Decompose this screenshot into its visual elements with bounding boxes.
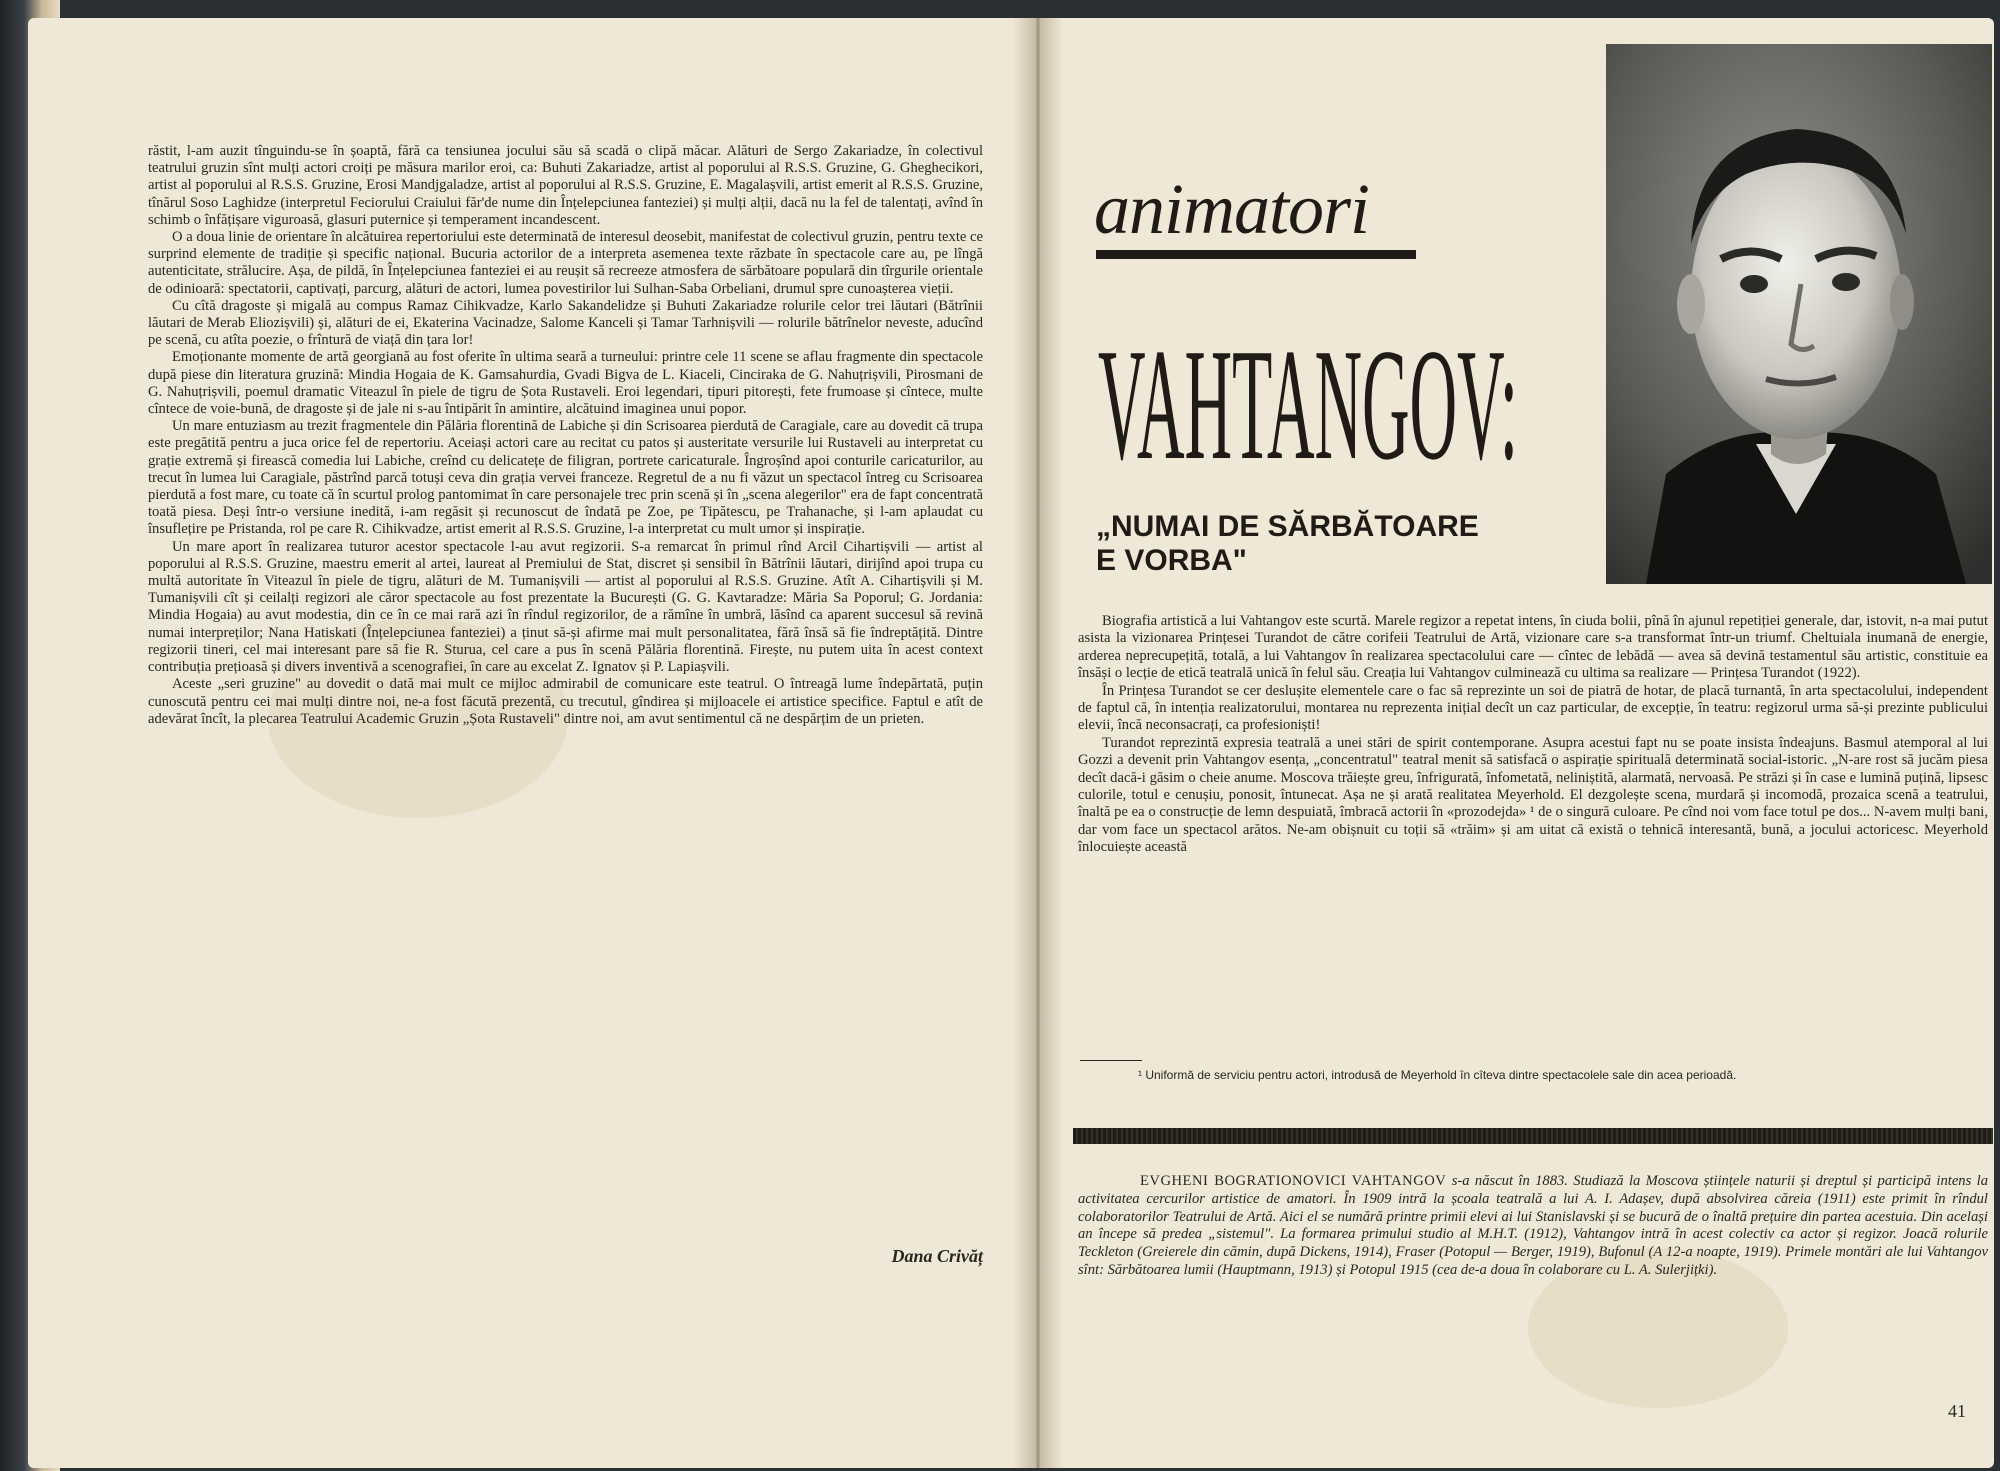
footnote-divider — [1080, 1060, 1142, 1061]
vahtangov-portrait-photo — [1606, 44, 1992, 584]
decorative-band — [1073, 1128, 1993, 1144]
biography-name: EVGHENI BOGRATIONOVICI VAHTANGOV — [1140, 1173, 1447, 1189]
paragraph: Un mare aport în realizarea tuturor acestor spectacole l-au avut regizorii. S-a remarcat în primul rînd Arcil Cihartișvili — artist al poporului al R.S.S. Gruzine, maestru emerit al artei, laureat al Premiului de Stat, discret și sensibil în Bătrînii lăutari, dirijînd apoi trupa cu multă autoritate în Viteazul în piele de tigru, alături de M. Tumanișvili — artist al poporului al R.S.S. Gruzine. Atît A. Cihartișvili și M. Tumanișvili cît și ceilalți regizori ale căror spectacole au fost prezentate la București (G. G. Kavtaradze: Măria Sa Poporul; G. Jordania: Mindia Hogaia) au avut modestia, din ce în ce mai rară azi în rîndul regizorilor, de a rămîne în umbră, lăsînd ca aparent succesul să revină numai interpreților; Nana Hatiskati (Înțelepciunea fanteziei) a ținut să-și afirme mai mult personalitatea, fără însă să fie îndreptățită. Dintre regizorii tineri, cel mai interesant pare să fie R. Sturua, cel care a pus în scenă Pălăria florentină. Firește, nu putem uita în acest context contribuția prețioasă și divers inventivă a scenografiei, în care au excelat Z. Ignatov și P. Lapiașvili. — [148, 538, 983, 676]
article-title-text: VAHTANGOV: — [1098, 315, 1518, 478]
biography-paragraph — [1078, 1173, 1988, 1280]
magazine-spread — [28, 18, 1994, 1468]
paragraph: Aceste „seri gruzine" au dovedit o dată mai mult ce mijloc admirabil de comunicare este teatrul. O întreagă lume îndepărtată, puțin cunoscută pentru cei mai mulți dintre noi, ne-a fost făcută prezentă, cu trecutul, gîndirea și mijloacele ei artistice specifice. Faptul e atît de adevărat încît, la plecarea Teatrului Academic Gruzin „Șota Rustaveli" dintre noi, am avut sentimentul că ne despărțim de un prieten. — [148, 676, 983, 727]
footnote — [1078, 1068, 1988, 1082]
page-number: 41 — [1948, 1401, 1966, 1421]
paragraph: Cu cîtă dragoste și migală au compus Ramaz Cihikvadze, Karlo Sakandelidze și Buhuti Zakariadze rolurile celor trei lăutari (Bătrînii lăutari de Merab Eliozișvili) și, alături de ei, Ekaterina Vacinadze, Salome Kanceli și Tamar Tarhnișvili — rolurile bătrînelor neveste, aducînd pe scenă, cu atîta poezie, o frîntură de viață din țara lor! — [148, 297, 983, 349]
footnote-text: ¹ Uniformă de serviciu pentru actori, introdusă de Meyerhold în cîteva dintre spectacolele sale din acea perioadă. — [1138, 1068, 1737, 1082]
title-rule — [1096, 250, 1416, 259]
paragraph: Un mare entuziasm au trezit fragmentele din Pălăria florentină de Labiche și din Scrisoarea pierdută de Caragiale, care au dovedit că trupa este pregătită pentru a juca orice fel de repertoriu. Aceiași actori care au recitat cu patos și austeritate versurile lui Rustaveli au interpretat cu grație extremă și firească comedia lui Labiche, creînd cu delicatețe de filigran, portrete caricaturale. Îngroșînd apoi conturile caricaturilor, au trecut în lumea lui Caragiale, păstrînd parcă totuși ceva din grația vervei franceze. Regretul de a nu fi văzut un spectacol întreg cu Scrisoarea pierdută a fost mare, cu toate că în scurtul prolog pantomimat în care personajele trec prin scenă și în „scena alegerilor" era de fapt concentrată toată piesa. Deși într-o versiune inedită, i-am regăsit și recunoscut de îndată pe Zoe, pe Tipătescu, pe Trahanache, și l-am aplaudat cu însuflețire pe Pristanda, rol pe care R. Cihikvadze, artist emerit al R.S.S. Gruzine, l-a interpretat cu mult umor și inspirație. — [148, 418, 983, 538]
section-title: animatori — [1094, 169, 1370, 249]
biography-box — [1078, 1173, 1988, 1280]
paragraph: Biografia artistică a lui Vahtangov este scurtă. Marele regizor a repetat intens, în ciuda bolii, pînă în ajunul repetiției generale, dar, istovit, n-a mai putut asista la vizionarea Prințesei Turandot de către corifeii Teatrului de Artă, vizionare care s-a transformat într-un triumf. Cheltuiala inumană de energie, arderea neprecupețită, totală, a lui Vahtangov în realizarea spectacolului care — cîntec de lebădă — avea să devină testamentul său artistic, constituie ea însăși o lecție de etică teatrală unică în felul său. Creația lui Vahtangov culminează cu ultima sa realizare — Prințesa Turandot (1922). — [1078, 613, 1988, 682]
paragraph: răstit, l-am auzit tînguindu-se în șoaptă, fără ca tensiunea jocului său să scadă o clipă măcar. Alături de Sergo Zakariadze, în colectivul teatrului gruzin sînt mulți actori croiți pe măsura marilor eroi, ca: Buhuti Zakariadze, artist al poporului al R.S.S. Gruzine, G. Gheghecikori, artist al poporului al R.S.S. Gruzine, Erosi Mandjgaladze, artist al poporului al R.S.S. Gruzine, E. Magalașvili, artist emerit al R.S.S. Gruzine, tînărul Soso Laghidze (interpretul Feciorului Craiului făr'de nume din Înțelepciunea fanteziei) și mulți alții, dacă nu la fel de talentați, avînd în schimb o înfățișare viguroasă, glasuri puternice și temperament incandescent. — [148, 143, 983, 228]
left-page — [28, 18, 1028, 1468]
paragraph: În Prințesa Turandot se cer deslușite elementele care o fac să reprezinte un soi de piatră de hotar, de placă turnantă, în arta spectacolului, independent de faptul că, în intenția realizatorului, montarea nu reprezenta inițial decît un caz particular, de excepție, în teatru: regizorul urma să-și prezinte publicului elevii, încă neconsacrați, ca profesioniști! — [1078, 682, 1988, 734]
biography-text: s-a născut în 1883. Studiază la Moscova științele naturii și dreptul și participă intens la activitatea cercurilor artistice de amatori. În 1909 intră la școala teatrală a lui A. I. Adașev, după absolvirea căreia (1911) este primit în rîndul colaboratorilor Teatrului de Artă. Aici el se numără printre primii elevi ai lui Stanislavski și se bucură de o înaltă prețuire din partea acestuia. Din același an începe să predea „sistemul". La formarea primului studio al M.H.T. (1912), Vahtangov intră în acest colectiv ca actor și regizor. Joacă rolurile Teckleton (Greierele din cămin, după Dickens, 1914), Fraser (Potopul — Berger, 1919), Bufonul (A 12-a noapte, 1919). Primele montări ale lui Vahtangov sînt: Sărbătoarea lumii (Hauptmann, 1913) și Potopul 1915 (cea de-a doua în colaborare cu L. A. Sulerjițki). — [1078, 1173, 1989, 1278]
subtitle-line: „NUMAI DE SĂRBĂTOARE — [1096, 510, 1479, 543]
paragraph: Turandot reprezintă expresia teatrală a unei stări de spirit contemporane. Asupra acestui fapt nu se poate insista îndeajuns. Basmul atemporal al lui Gozzi a devenit prin Vahtangov esența, „concentratul" teatral menit să satisfacă o aspirație spirituală determinată social-istoric. „N-are rost să jucăm piesa decît dacă-i găsim o cheie anume. Moscova trăiește greu, înfrigurată, înfometată, neliniștită, alarmată, nervoasă. Pe străzi și în case e lumină puțină, lipsesc culorile, totul e cenușiu, ponosit, întunecat. Așa ne și arată realitatea Meyerhold. El dezgolește scena, murdară și incomodă, prozaica scenă a teatrului, înaltă pe ea o construcție de lemn despuiată, îmbracă actorii în «prozodejda» ¹ de o singură culoare. Pe cînd noi vom face totul pe dos... N-avem mulți bani, dar vom face un spectacol arătos. Ne-am obișnuit cu toții să «trăim» și am uitat că există o tehnică interesantă, bună, a jocului actoricesc. Meyerhold înlocuiește această — [1078, 734, 1988, 856]
paragraph: Emoționante momente de artă georgiană au fost oferite în ultima seară a turneului: printre cele 11 scene se aflau fragmente din spectacole după piese din literatura gruzină: Mindia Hogaia de K. Gamsahurdia, Gvadi Bigva de L. Kiaceli, Cinciraka de G. Nahuțrișvili, Pirosmani de G. Nahuțrișvili, poemul dramatic Viteazul în piele de tigru de Șota Rustaveli. Eroi legendari, tipuri pitorești, fete frumoase și cîntece, multe cîntece de voie-bună, de dragoste și de jale ni s-au întipărit în amintire, alcătuind imaginea unui popor. — [148, 349, 983, 418]
author-signature: Dana Crivăț — [891, 1246, 983, 1266]
right-page — [1038, 18, 1994, 1468]
paragraph: O a doua linie de orientare în alcătuirea repertoriului este determinată de interesul deosebit, manifestat de colectivul gruzin, pentru texte ce surprind elemente de tradiție și specific național. Bucuria actorilor de a interpreta asemenea texte răzbate în spectacole care au, pe lîngă autenticitate, strălucire. Așa, de pildă, în Înțelepciunea fanteziei ei au reușit să recreeze atmosfera de sărbătoare populară din tîrgurile orientale de odinioară: spectatorii, captivați, parcurg, alături de actori, lumea povestirilor lui Sulhan-Saba Orbeliani, drumul spre cunoașterea vieții. — [148, 229, 983, 297]
article-subtitle — [1096, 510, 1479, 578]
subtitle-line: E VORBA" — [1096, 544, 1247, 577]
article-title — [1098, 308, 1528, 478]
article-continuation — [148, 143, 983, 728]
article-body — [1078, 613, 1988, 857]
